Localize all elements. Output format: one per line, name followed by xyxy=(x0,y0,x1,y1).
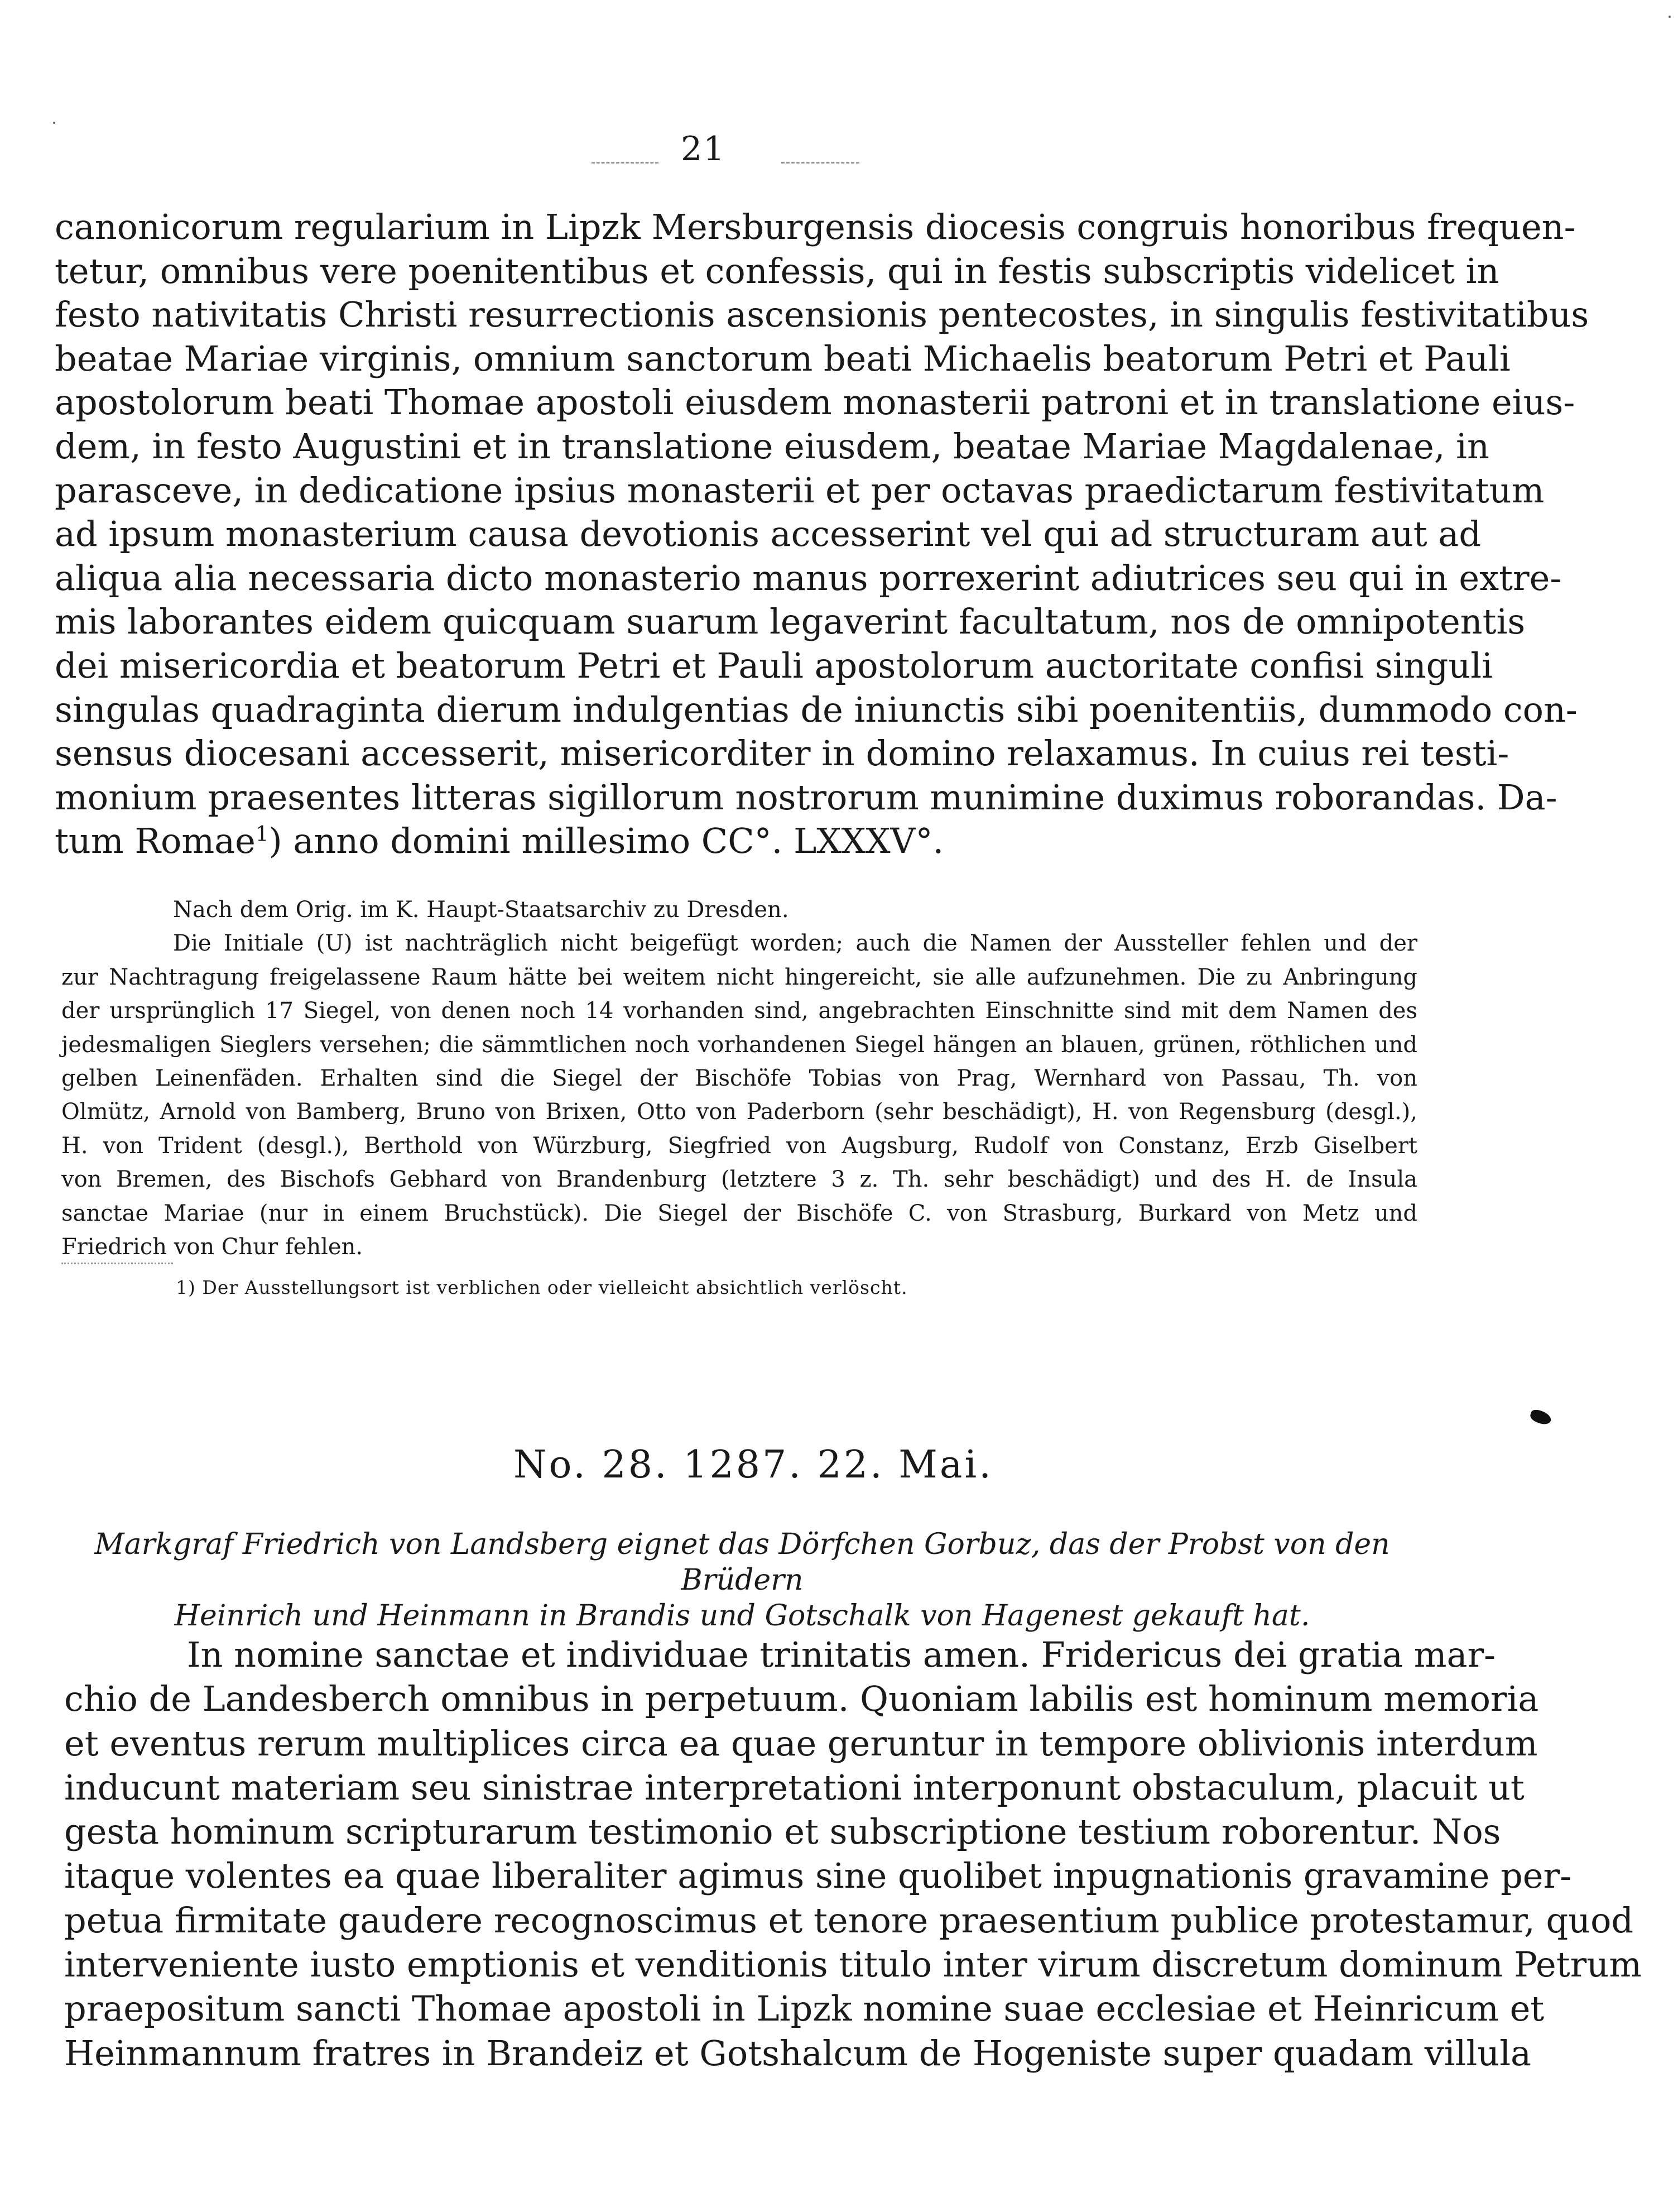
ink-mark xyxy=(1529,1408,1553,1427)
text-line: praepositum sancti Thomae apostoli in Lipzk nomine suae ecclesiae et Heinricum et xyxy=(64,1988,1545,2029)
text-line: beatae Mariae virginis, omnium sanctorum beati Michaelis beatorum Petri et Pauli xyxy=(55,338,1511,379)
editorial-notes xyxy=(61,893,1417,1264)
main-text xyxy=(55,205,1589,863)
note-line: Die Initiale (U) ist nachträglich nicht beigefügt worden; auch die Namen der Aussteller fehlen und der xyxy=(173,930,1417,957)
text-line: chio de Landesberch omnibus in perpetuum. Quoniam labilis est hominum memoria xyxy=(64,1678,1539,1720)
text-line: itaque volentes ea quae liberaliter agimus sine quolibet inpugnationis gravamine per- xyxy=(64,1855,1572,1897)
text-line: petua firmitate gaudere recognoscimus et tenore praesentium publice protestamur, quod xyxy=(64,1899,1634,1941)
source-note: Nach dem Orig. im K. Haupt-Staatsarchiv zu Dresden. xyxy=(173,897,789,923)
text-line: aliqua alia necessaria dicto monasterio manus porrexerint adiutrices seu qui in extre- xyxy=(55,557,1562,598)
note-line: von Bremen, des Bischofs Gebhard von Brandenburg (letztere 3 z. Th. sehr beschädigt) und des H. de Insula xyxy=(61,1167,1417,1193)
footnote-separator xyxy=(61,1263,173,1264)
document-heading: No. 28. 1287. 22. Mai. xyxy=(513,1443,993,1487)
ink-speck xyxy=(1669,16,1671,18)
text-line: interveniente iusto emptionis et venditionis titulo inter virum discretum dominum Petrum xyxy=(64,1944,1642,1985)
summary-line: Markgraf Friedrich von Landsberg eignet das Dörfchen Gorbuz, das der Probst von den Brüdern xyxy=(94,1528,1390,1597)
note-line: zur Nachtragung freigelassene Raum hätte bei weitem nicht hingereicht, sie alle aufzunehmen. Die zu Anbringung xyxy=(61,964,1417,990)
text-line: inducunt materiam seu sinistrae interpretationi interponunt obstaculum, placuit ut xyxy=(64,1767,1525,1808)
text-line: apostolorum beati Thomae apostoli eiusdem monasterii patroni et in translatione eius- xyxy=(55,382,1575,423)
text-line: mis laborantes eidem quicquam suarum legaverint facultatum, nos de omnipotentis xyxy=(55,601,1526,642)
text-line: singulas quadraginta dierum indulgentias de iniunctis sibi poenitentiis, dummodo con- xyxy=(55,689,1578,730)
ink-speck xyxy=(53,122,55,124)
text-line: canonicorum regularium in Lipzk Mersburgensis diocesis congruis honoribus frequen- xyxy=(55,207,1576,247)
page-number: 21 xyxy=(681,129,726,169)
document-summary xyxy=(67,1527,1417,1634)
footnote: 1) Der Ausstellungsort ist verblichen oder vielleicht absichtlich verlöscht. xyxy=(176,1277,908,1298)
footnote-marker: 1 xyxy=(255,821,269,846)
page-number-rule-left xyxy=(592,162,658,164)
text-line: gesta hominum scripturarum testimonio et subscriptione testium roborentur. Nos xyxy=(64,1811,1501,1853)
summary-line: Heinrich und Heinmann in Brandis und Gotschalk von Hagenest gekauft hat. xyxy=(174,1599,1310,1633)
text-line: sensus diocesani accesserit, misericorditer in domino relaxamus. In cuius rei testi- xyxy=(55,733,1509,774)
note-line: Olmütz, Arnold von Bamberg, Bruno von Brixen, Otto von Paderborn (sehr beschädigt), H. von Regensburg (desgl.), xyxy=(61,1099,1417,1125)
note-line: der ursprünglich 17 Siegel, von denen noch 14 vorhanden sind, angebrachten Einschnitte sind mit dem Namen des xyxy=(61,998,1417,1024)
text-line: dem, in festo Augustini et in translatione eiusdem, beatae Mariae Magdalenae, in xyxy=(55,425,1489,467)
text-line: ad ipsum monasterium causa devotionis accesserint vel qui ad structuram aut ad xyxy=(55,514,1482,555)
note-line: H. von Trident (desgl.), Berthold von Würzburg, Siegfried von Augsburg, Rudolf von Constanz, Erzb Giselbert xyxy=(61,1133,1417,1159)
text-line: In nomine sanctae et individuae trinitatis amen. Fridericus dei gratia mar- xyxy=(187,1634,1496,1675)
note-line: gelben Leinenfäden. Erhalten sind die Siegel der Bischöfe Tobias von Prag, Wernhard von Passau, Th. von xyxy=(61,1066,1417,1092)
note-line: jedesmaligen Sieglers versehen; die sämmtlichen noch vorhandenen Siegel hängen an blauen, grünen, röthlichen und xyxy=(61,1031,1417,1058)
text-line: dei misericordia et beatorum Petri et Pauli apostolorum auctoritate confisi singuli xyxy=(55,645,1493,686)
dating-place: tum Romae xyxy=(55,820,256,862)
text-line: tetur, omnibus vere poenitentibus et confessis, qui in festis subscriptis videlicet in xyxy=(55,250,1499,291)
note-line: sanctae Mariae (nur in einem Bruchstück). Die Siegel der Bischöfe C. von Strasburg, Burkard von Metz und xyxy=(61,1200,1417,1226)
note-line-last: Friedrich von Chur fehlen. xyxy=(61,1234,363,1260)
text-line: et eventus rerum multiplices circa ea quae geruntur in tempore oblivionis interdum xyxy=(64,1722,1538,1764)
text-line: parasceve, in dedicatione ipsius monasterii et per octavas praedictarum festivitatum xyxy=(55,469,1545,511)
text-line: monium praesentes litteras sigillorum nostrorum munimine duximus roborandas. Da- xyxy=(55,776,1557,818)
text-line: Heinmannum fratres in Brandeiz et Gotshalcum de Hogeniste super quadam villula xyxy=(64,2032,1532,2074)
page-number-rule-right xyxy=(781,162,859,164)
document-text xyxy=(64,1633,1642,2075)
text-line: festo nativitatis Christi resurrectionis ascensionis pentecostes, in singulis festivitatibus xyxy=(55,294,1589,335)
dating-year: ) anno domini millesimo CC°. LXXXV°. xyxy=(268,820,944,862)
text-line-last xyxy=(55,819,1422,863)
